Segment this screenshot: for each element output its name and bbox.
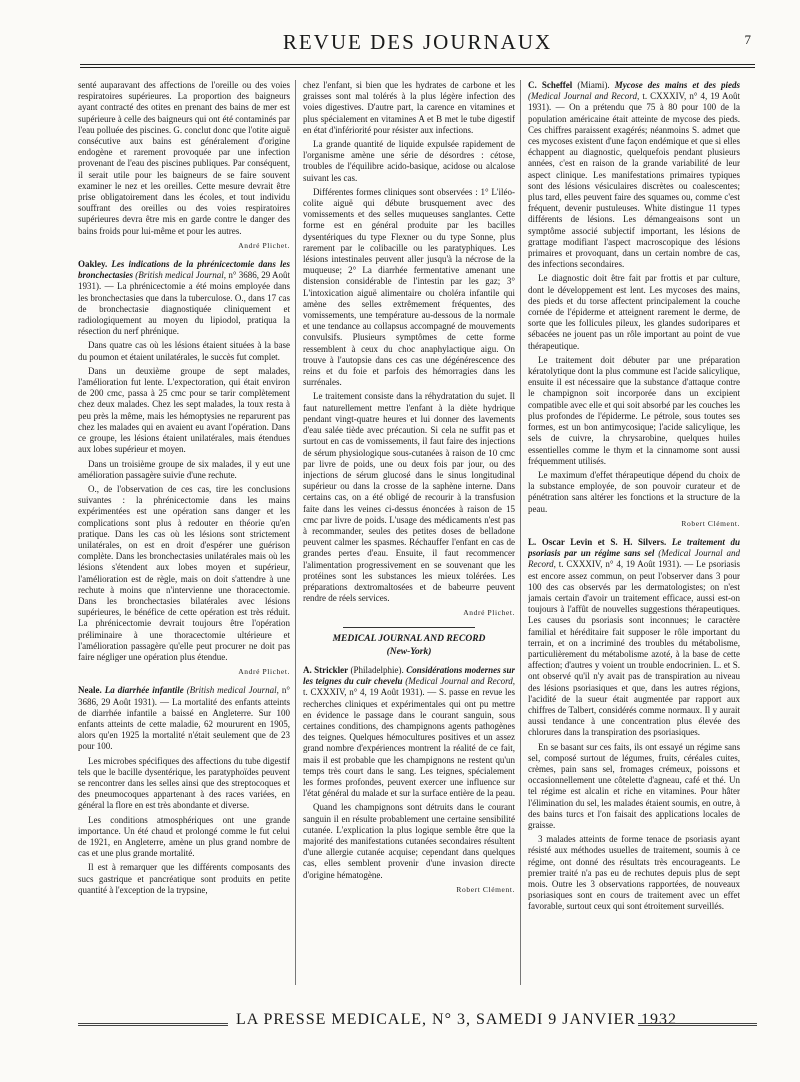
abstract-heading-paragraph bbox=[528, 537, 740, 739]
paragraph: La grande quantité de liquide expulsée rapidement de l'organisme amène une série de désordres : cétose, troubles de l'équilibre acido-basique, acidose ou alcalose suivant les cas. bbox=[303, 139, 515, 183]
paragraph: Les microbes spécifiques des affections du tube digestif tels que le bacille dysentérique, les paratyphoïdes peuvent se rencontrer dans les selles ainsi que des streptocoques et des pneumocoques appartenant à des races variées, en général la flore en est très abondante et diverse. bbox=[78, 755, 290, 811]
paragraph: 3 malades atteints de forme tenace de psoriasis ayant résisté aux méthodes usuelles de traitement, soumis à ce régime, ont donné des résultats très encourageants. Le premier traité n'a pas eu de rechutes depuis plus de sept mois. Outre les 3 observations rapportées, de nouveaux psoriasiques sont en cours de traitement avec un effet favorable, surtout ceux qui sont étroitement surveillés. bbox=[528, 834, 740, 912]
abstract-title: La diarrhée infantile bbox=[104, 685, 184, 696]
column-divider bbox=[520, 80, 521, 985]
paragraph: Quand les champignons sont détruits dans le courant sanguin il en résulte probablement une certaine sensibilité cutanée. L'explication la plus logique semble être que la majorité des manifestations cutanées secondaires résultent d'une allergie cutanée acquise; cependant dans quelques cas, elles semblent provenir d'une invasion directe d'origine hématogène. bbox=[303, 802, 515, 880]
author-signature: Robert Clément. bbox=[456, 884, 515, 894]
column-divider bbox=[295, 80, 296, 985]
abstract-source: (Medical Journal and Record, bbox=[405, 676, 515, 687]
author-signature: André Plichet. bbox=[463, 608, 515, 618]
author-location: (Philadelphie). bbox=[350, 664, 404, 675]
author-signature: André Plichet. bbox=[238, 240, 290, 250]
paragraph: Dans un troisième groupe de six malades, il y eut une amélioration passagère suivie d'une rechute. bbox=[78, 458, 290, 480]
text-column-1 bbox=[78, 80, 290, 1008]
page-number: 7 bbox=[744, 32, 751, 47]
header-rule-top bbox=[80, 64, 755, 65]
paragraph: senté auparavant des affections de l'oreille ou des voies respiratoires supérieures. La proportion des baigneurs ayant contracté des otites en prenant des bains de mer est supérieure à celle des baigneurs qui ont été contaminés par l'eau polluée des piscines. G. conclut donc que l'otite aiguë consécutive aux bains est généralement d'origine endogène et rarement provoquée par une infection provenant de l'eau des piscines publiques. Par conséquent, il serait utile pour les baigneurs de se faire souvent examiner le nez et les oreilles. Cette mesure devrait être prise obligatoirement dans les écoles, et tout individu souffrant des oreilles ou des voies respiratoires supérieures devra être mis en garde contre le danger des bains froids pour lui-même et pour les autres. bbox=[78, 80, 290, 236]
page-footer bbox=[78, 1011, 757, 1037]
paragraph: Dans un deuxième groupe de sept malades, l'amélioration fut lente. L'expectoration, qui était environ de 200 cmc, passa à 25 cmc pour se tarir complètement chez deux malades. Chez les sept malades, la toux resta à peu près la même, mais les hémoptysies ne reparurent pas chez les malades qui en avaient eu avant l'opération. Dans ce groupe, les lésions étaient unilatérales, mais étendues aux lobes supérieur et moyen. bbox=[78, 365, 290, 455]
paragraph: Les conditions atmosphériques ont une grande importance. Un été chaud et prolongé comme le fut celui de 1921, en Angleterre, amène un plus grand nombre de cas et une plus grande mortalité. bbox=[78, 814, 290, 859]
abstract-text: t. CXXXIV, n° 4, 19 Août 1931). — Le psoriasis est encore assez commun, on peut l'observer dans 3 pour 100 des cas observés par les dermatologistes; on n'est jamais certain d'avoir un traitement efficace, aussi est-on toujours à l'affût de nouvelles suggestions thérapeutiques. Les causes du psoriasis sont inconnues; le caractère familial et héréditaire fait supposer le rôle important du terrain, et on a incriminé des troubles du métabolisme, particulièrement du métabolisme azoté, à la base de cette affection; d'autres y voient un trouble endocrinien. L. et S. ont observé qu'il n'y avait pas de transpiration au niveau des lésions psoriasiques et que, dans les autres régions, l'acidité de la sueur était augmentée par rapport aux chiffres de Talbert, considérés comme normaux. Il y aurait aussi tendance à une concentration plus élevée des chlorures dans la transpiration des psoriasiques. bbox=[528, 559, 740, 738]
abstract-text: t. CXXXIV, n° 4, 19 Août 1931). — S. passe en revue les recherches cliniques et expérimentales qui ont pu mettre en évidence le passage dans le courant sanguin, sous certaines conditions, des champignons agents pathogènes des teignes. Quelques hémocultures positives et un assez grand nombre d'expériences montrent la réalité de ce fait, mais il est probable que les champignons ne restent qu'un temps très court dans le sang. Les teignes, spécialement les formes profondes, peuvent exercer une influence sur l'état général du malade et sur la surface entière de la peau. bbox=[303, 687, 515, 799]
abstract-heading-paragraph bbox=[303, 665, 515, 799]
abstract-heading-paragraph bbox=[78, 259, 290, 337]
paragraph: Le traitement doit débuter par une préparation kératolytique dont la plus commune est l'acide salicylique, ensuite il est nécessaire que la substance d'attaque contre le champignon soit incorporée dans un excipient compatible avec elle et qui soit absorbé par les couches les plus profondes de l'épiderme. Le pétrole, sous toutes ses formes, est un bon antimycosique; l'acide salicylique, les sels de cuivre, la chrysarobine, quelques huiles essentielles comme le thym et la cinnamome sont aussi fréquemment utilisés. bbox=[528, 354, 740, 466]
abstract-author: Oakley. bbox=[78, 259, 108, 270]
author-signature: Robert Clément. bbox=[681, 518, 740, 528]
paragraph: Le maximum d'effet thérapeutique dépend du choix de la substance employée, de son pouvoir curateur et de pénétration sans altérer les fonctions et la structure de la peau. bbox=[528, 469, 740, 514]
paragraph: Dans quatre cas où les lésions étaient situées à la base du poumon et étaient unilatérales, le succès fut complet. bbox=[78, 340, 290, 362]
paragraph: Il est à remarquer que les différents composants des sucs gastrique et pancréatique sont produits en petite quantité à l'exception de la trypsine, bbox=[78, 862, 290, 895]
paragraph: Le traitement consiste dans la réhydratation du sujet. Il faut naturellement mettre l'enfant à la diète hydrique pendant vingt-quatre heures et lui donner des lavements d'eau salée tiède avec précaution. Si cela ne suffit pas et surtout en cas de vomissements, il faut faire des injections de sérum physiologique sous-cutanées à raison de 10 cmc par livre de poids, une ou deux fois par jour, ou des injections de sérum glucosé dans le sinus longitudinal supérieur ou dans la crosse de la saphène interne. Dans certains cas, on a été obligé de recourir à la transfusion faite dans les veines ci-dessus énoncées à raison de 15 cmc par livre de poids. L'usage des médicaments n'est pas à recommander, seules des petites doses de belladone peuvent calmer les spasmes. Réchauffer l'enfant en cas de grandes pertes d'eau. Ensuite, il faut recommencer l'alimentation progressivement en se souvenant que les protéines sont les substances les mieux tolérées. Les préparations dextromaltosées et de babeurre peuvent rendre de réels services. bbox=[303, 391, 515, 604]
text-column-2 bbox=[303, 80, 515, 1008]
paragraph: Différentes formes cliniques sont observées : 1° L'iléo-colite aiguë qui débute brusquement avec des vomissements et des selles muqueuses sanglantes. Cette forme est en général produite par les bacilles dysentériques du type Flexner ou du type Sonne, plus rarement par le colibacille ou les paratyphiques. Les lésions intestinales peuvent aller jusqu'à la nécrose de la muqueuse; 2° La diarrhée fermentative amenant une distension considérable de l'intestin par les gaz; 3° L'intoxication aiguë alimentaire ou choléra infantile qui amène des selles extrêmement fréquentes, des vomissements, une température au-dessous de la normale et une tendance au collapsus accompagné de mouvements convulsifs. Plusieurs symptômes de cette forme ressemblent à ceux du choc anaphylactique aigu. On trouve à l'autopsie dans ces cas une dégénérescence des reins et du foie et parfois des hémorragies dans les surrénales. bbox=[303, 186, 515, 388]
author-signature: André Plichet. bbox=[238, 667, 290, 677]
abstract-text: n° 3686, 29 Août 1931). — La mortalité des enfants atteints de diarrhée infantile a baissé en Angleterre. Sur 100 enfants atteints de cette maladie, 62 moururent en 1905, alors qu'en 1925 la mortalité n'était seulement que de 23 pour 100. bbox=[78, 685, 290, 752]
abstract-author: L. Oscar Levin et S. H. Silvers. bbox=[528, 536, 667, 547]
abstract-title: Le traitement du psoriasis par un régime sans sel bbox=[528, 536, 740, 559]
abstract-source: (Medical Journal and Record, bbox=[528, 548, 740, 570]
abstract-title: Mycose des mains et des pieds bbox=[614, 80, 740, 90]
paragraph: O., de l'observation de ces cas, tire les conclusions suivantes : la phrénicectomie dans les mains expérimentées est une opération sans danger et les complications sont plus à redouter en théorie qu'en pratique. Dans les cas où les lésions sont strictement unilatérales, on est en droit d'espérer une guérison complète. Dans les bronchectasies unilatérales mais où les lésions s'étendent aux lobes moyen et supérieur, l'amélioration est de règle, mais on doit s'attendre à une rechute à moins que n'intervienne une thoracectomie. Dans les bronchectasies bilatérales avec lésions supérieures, le bénéfice de cette opération est très réduit. La phrénicectomie devrait toujours être l'opération préliminaire à une thoracectomie ultérieure et l'amélioration passagère qu'elle peut procurer ne doit pas faire négliger une opération plus étendue. bbox=[78, 483, 290, 662]
page-header bbox=[80, 28, 755, 64]
abstract-source: (Medical Journal and Record, bbox=[528, 91, 640, 102]
paragraph: chez l'enfant, si bien que les hydrates de carbone et les graisses sont mal tolérés à la plus légère infection des voies digestives. D'autre part, la carence en vitamines et plus spécialement en vitamines A et B met le tube digestif en état d'infériorité pour résister aux infections. bbox=[303, 80, 515, 135]
paragraph: En se basant sur ces faits, ils ont essayé un régime sans sel, composé surtout de légumes, fruits, céréales cuites, crèmes, pain sans sel, fromages crémeux, poissons et occasionnellement une côtelette d'agneau, café et thé. Un tel régime est alcalin et riche en vitamines. Pour hâter l'élimination du sel, les malades étaient soumis, en outre, à des bains turcs et l'on faisait des applications locales de graisse. bbox=[528, 741, 740, 830]
journal-heading: MEDICAL JOURNAL AND RECORD bbox=[332, 633, 486, 644]
footer-text: LA PRESSE MEDICALE, N° 3, SAMEDI 9 JANVIER 1932 bbox=[236, 1011, 677, 1028]
abstract-author: Neale. bbox=[78, 685, 102, 696]
abstract-source: (British medical Journal, bbox=[186, 685, 279, 696]
abstract-title: Les indications de la phrénicectomie dans les bronchectasies bbox=[78, 259, 290, 281]
abstract-heading-paragraph bbox=[78, 685, 290, 752]
abstract-author: A. Strickler bbox=[303, 664, 349, 675]
abstract-heading-paragraph bbox=[528, 80, 740, 270]
abstract-source: (British medical Journal, bbox=[135, 270, 227, 281]
journal-subheading: (New-York) bbox=[386, 646, 432, 657]
section-divider bbox=[343, 627, 475, 628]
footer-rule-left bbox=[78, 1023, 228, 1028]
author-location: (Miami). bbox=[577, 80, 610, 90]
paragraph: Le diagnostic doit être fait par frottis et par culture, dont le développement est lent. Les mycoses des mains, des pieds et du torse affectent principalement la couche cornée de l'épiderme et atteignent rarement le derme, de sorte que les follicules pileux, les glandes sudoripares et sébacées ne jouent pas un rôle important au point de vue thérapeutique. bbox=[528, 273, 740, 351]
header-rule-bottom bbox=[80, 67, 755, 68]
text-column-3 bbox=[528, 80, 740, 1008]
abstract-title: Considérations modernes sur les teignes du cuir chevelu bbox=[303, 664, 515, 687]
footer-rule-right bbox=[638, 1023, 757, 1028]
abstract-author: C. Scheffel bbox=[528, 80, 573, 90]
abstract-text: n° 3686, 29 Août 1931). — La phrénicectomie a été moins employée dans les bronchectasies que dans la tuberculose. O., dans 17 cas de bronchectasie diagnostiquée cliniquement et radiologiquement au moyen du lipiodol, pratiqua la résection du nerf phrénique. bbox=[78, 270, 290, 337]
journal-section-title: REVUE DES JOURNAUX bbox=[282, 30, 553, 54]
abstract-text: t. CXXXIV, n° 4, 19 Août 1931). — On a prétendu que 75 à 80 pour 100 de la population américaine était atteinte de mycose des pieds. Ces chiffres paraissent exagérés; néanmoins S. admet que ces mycoses existent d'une façon endémique et que si elles échappent au diagnostic, quelquefois pendant plusieurs années, c'est en raison de la grande variabilité de leur aspect clinique. Les manifestations primaires typiques sont des lésions vésiculaires discrètes ou coalescentes; plus tard, elles peuvent faire des squames ou, comme c'est fréquent, devenir pustuleuses. White distingue 11 types différents de lésions. Les démangeaisons sont un symptôme associé subjectif important, les lésions de grattage modifiant l'aspect macroscopique des lésions primaires et provoquant, dans un certain nombre de cas, des infections secondaires. bbox=[528, 91, 740, 270]
